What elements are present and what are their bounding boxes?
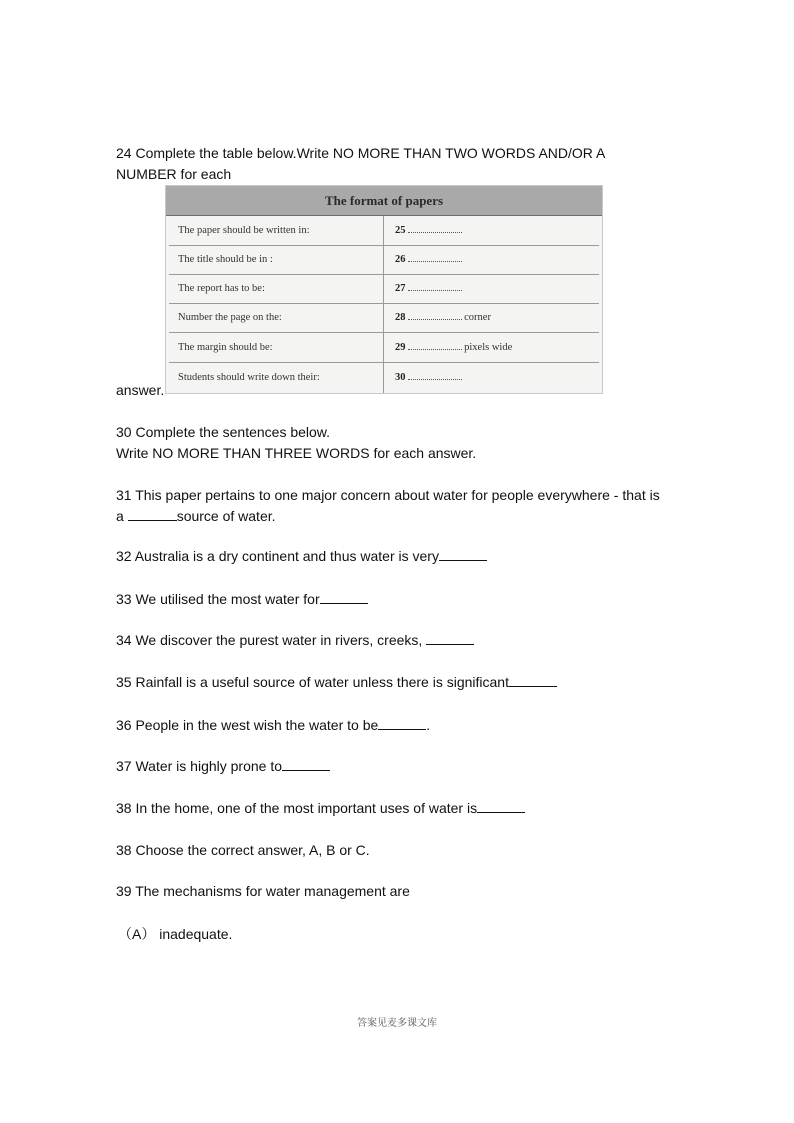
row-label: Students should write down their: [169,363,384,393]
answer-blank [426,630,474,645]
question-number: 27 [395,283,406,294]
answer-blank [477,798,525,813]
answer-blank [509,672,557,687]
row-answer [384,274,599,303]
question-37 [116,756,330,776]
answer-blank [408,307,462,320]
option-a: （A） inadequate. [118,926,233,942]
question-36-period: . [426,717,431,733]
question-39: 39 The mechanisms for water management are [116,883,410,899]
table-row [169,333,599,363]
answer-blank [378,715,426,730]
answer-blank [408,249,462,262]
answer-blank [282,756,330,771]
row-suffix: corner [464,312,491,323]
question-30-instruction-line1: 30 Complete the sentences below. [116,424,331,440]
question-35-text: 35 Rainfall is a useful source of water unless there is significant [116,674,509,690]
question-34 [116,630,474,650]
question-36 [116,715,430,735]
row-answer [384,363,599,393]
question-30-instruction-line2: Write NO MORE THAN THREE WORDS for each answer. [116,445,477,461]
question-33 [116,589,368,609]
question-34-text: 34 We discover the purest water in rivers, creeks, [116,632,427,648]
row-answer [384,333,599,362]
row-suffix: pixels wide [464,342,513,353]
question-33-text: 33 We utilised the most water for [116,591,320,607]
question-35 [116,672,557,692]
question-37-text: 37 Water is highly prone to [116,758,283,774]
question-31-prefix: a [116,508,128,524]
table-row [169,303,599,333]
question-38-instruction: 38 Choose the correct answer, A, B or C. [116,842,370,858]
row-label: The title should be in : [169,245,384,274]
question-36-text: 36 People in the west wish the water to be [116,717,379,733]
row-label: The margin should be: [169,333,384,362]
answer-blank [439,546,487,561]
question-38-text: 38 In the home, one of the most important uses of water is [116,800,478,816]
question-24-instruction-line2: NUMBER for each [116,166,232,182]
question-24-instruction-line1: 24 Complete the table below.Write NO MORE THAN TWO WORDS AND/OR A [116,145,606,161]
answer-blank [408,220,462,233]
question-31-line1: 31 This paper pertains to one major concern about water for people everywhere - that is [116,487,660,503]
answer-blank [408,278,462,291]
row-answer [384,303,599,332]
question-38-sentence [116,798,525,818]
page-footer: 答案见麦多课文库 [357,1018,437,1029]
answer-blank [320,589,368,604]
question-number: 28 [395,312,406,323]
format-of-papers-table [165,185,603,394]
row-answer [384,245,599,274]
row-label: The paper should be written in: [169,216,384,245]
question-32-text: 32 Australia is a dry continent and thus water is very [116,548,439,564]
question-number: 25 [395,225,406,236]
answer-blank [128,506,177,521]
table-row [169,274,599,304]
row-label: The report has to be: [169,274,384,303]
answer-blank [408,337,462,350]
question-31-line2 [116,506,276,526]
question-number: 30 [395,372,406,383]
answer-blank [408,367,462,380]
question-number: 26 [395,254,406,265]
row-answer [384,216,599,245]
table-row [169,245,599,275]
table-row [169,216,599,246]
question-number: 29 [395,342,406,353]
table-title: The format of papers [166,186,602,216]
question-31-suffix: source of water. [176,508,276,524]
question-32 [116,546,487,566]
question-24-instruction-line3: answer. [116,382,165,398]
table-row [169,363,599,393]
row-label: Number the page on the: [169,303,384,332]
